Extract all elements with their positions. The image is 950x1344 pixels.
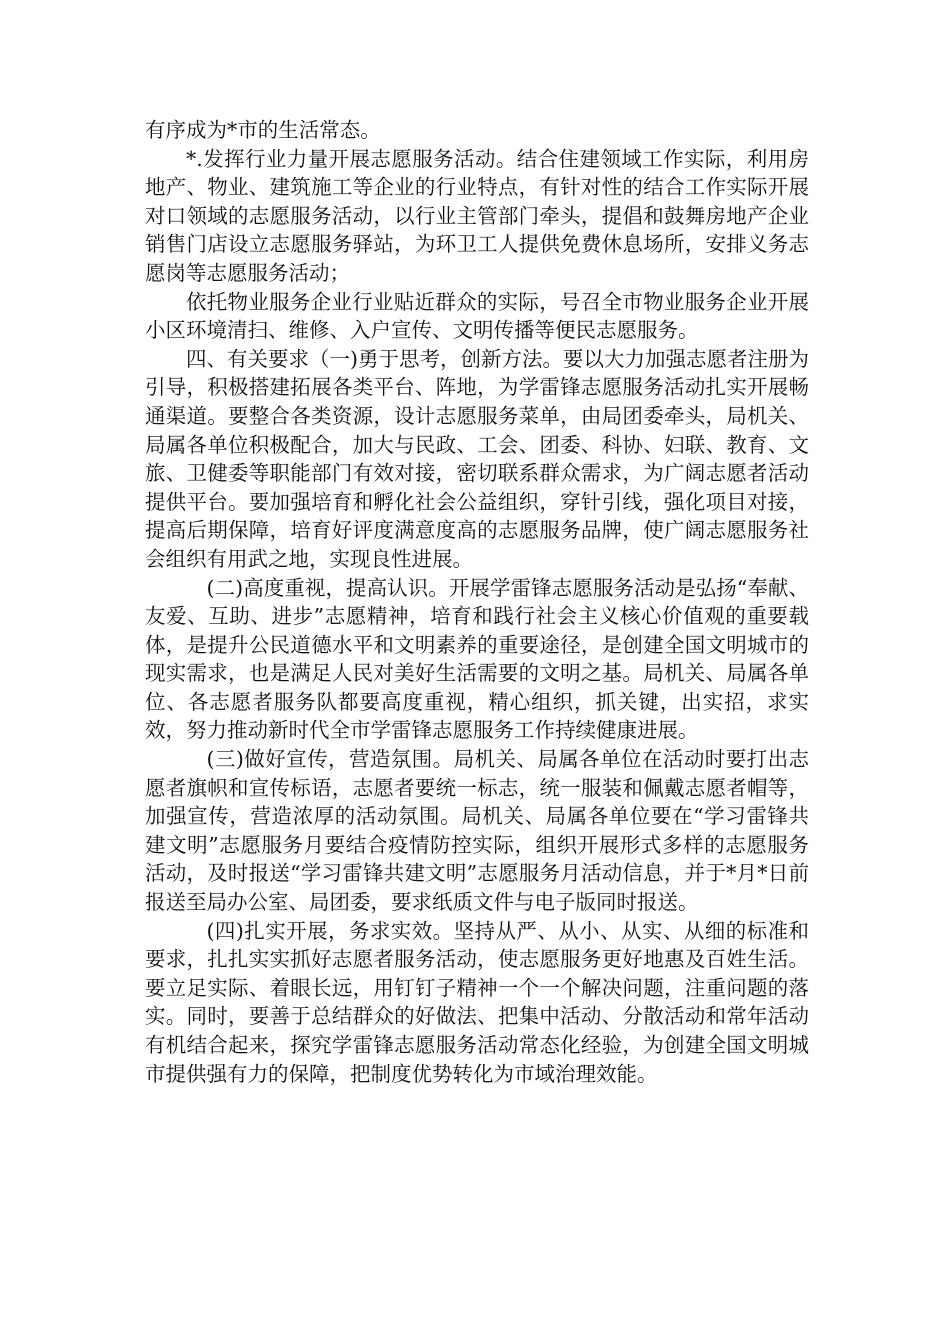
paragraph-continuation: 有序成为*市的生活常态。 — [145, 118, 381, 142]
document-body — [145, 116, 809, 1088]
paragraph-requirements-one: 四、有关要求（一)勇于思考，创新方法。要以大力加强志愿者注册为引导，积极搭建拓展各类平台、阵地，为学雷锋志愿服务活动扎实开展畅通渠道。要整合各类资源，设计志愿服务菜单，由局团委牵头，局机关、局属各单位积极配合，加大与民政、工会、团委、科协、妇联、教育、文旅、卫健委等职能部门有效对接，密切联系群众需求，为广阔志愿者活动提供平台。要加强培育和孵化社会公益组织，穿针引线，强化项目对接，提高后期保障，培育好评度满意度高的志愿服务品牌，使广阔志愿服务社会组织有用武之地，实现良性进展。 — [145, 346, 809, 571]
paragraph-requirements-three: (三)做好宣传，营造氛围。局机关、局属各单位在活动时要打出志愿者旗帜和宣传标语，志愿者要统一标志，统一服装和佩戴志愿者帽等，加强宣传，营造浓厚的活动氛围。局机关、局属各单位要在“学习雷锋共建文明”志愿服务月要结合疫情防控实际，组织开展形式多样的志愿服务活动，及时报送“学习雷锋共建文明”志愿服务月活动信息，并于*月*日前报送至局办公室、局团委，要求纸质文件与电子版同时报送。 — [145, 747, 809, 915]
paragraph-requirements-four: (四)扎实开展，务求实效。坚持从严、从小、从实、从细的标准和要求，扎扎实实抓好志愿者服务活动，使志愿服务更好地惠及百姓生活。要立足实际、着眼长远，用钉钉子精神一个一个解决问题，注重问题的落实。同时，要善于总结群众的好做法、把集中活动、分散活动和常年活动有机结合起来，探究学雷锋志愿服务活动常态化经验，为创建全国文明城市提供强有力的保障，把制度优势转化为市域治理效能。 — [145, 918, 809, 1086]
paragraph-industry-volunteer: *.发挥行业力量开展志愿服务活动。结合住建领域工作实际，利用房地产、物业、建筑施工等企业的行业特点，有针对性的结合工作实际开展对口领域的志愿服务活动，以行业主管部门牵头，提倡和鼓舞房地产企业销售门店设立志愿服务驿站，为环卫工人提供免费休息场所，安排义务志愿岗等志愿服务活动； — [145, 146, 809, 285]
paragraph-requirements-two: (二)高度重视，提高认识。开展学雷锋志愿服务活动是弘扬“奉献、友爱、互助、进步”志愿精神，培育和践行社会主义核心价值观的重要载体，是提升公民道德水平和文明素养的重要途径，是创建全国文明城市的现实需求，也是满足人民对美好生活需要的文明之基。局机关、局属各单位、各志愿者服务队都要高度重视，精心组织，抓关键，出实招，求实效，努力推动新时代全市学雷锋志愿服务工作持续健康进展。 — [145, 575, 809, 743]
paragraph-property-service: 依托物业服务企业行业贴近群众的实际，号召全市物业服务企业开展小区环境清扫、维修、入户宣传、文明传播等便民志愿服务。 — [145, 289, 809, 343]
